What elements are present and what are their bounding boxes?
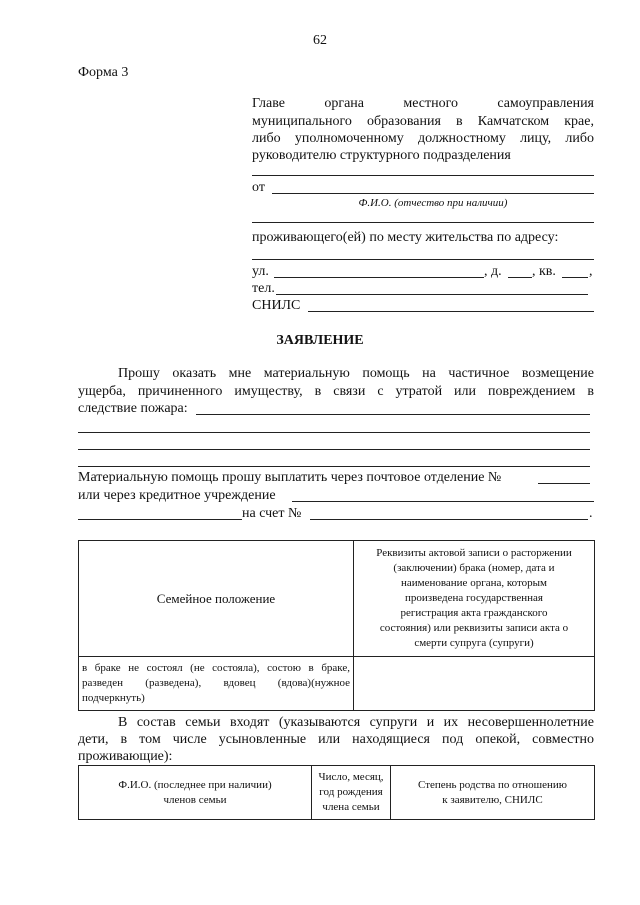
fio-field[interactable]: [272, 193, 594, 194]
snils-field[interactable]: [308, 311, 594, 312]
house-label: , д.: [484, 264, 502, 279]
marital-header-left: Семейное положение: [79, 541, 354, 657]
bank-field-continued[interactable]: [78, 519, 242, 520]
from-label: от: [252, 180, 265, 195]
bank-field[interactable]: [292, 501, 594, 502]
option-line: в браке не состоял (не состояла), состою в браке,: [82, 662, 350, 674]
header-line: наименование органа, которым: [400, 577, 548, 589]
family-line: дети, в том числе усыновленные или находящиеся под опекой, совместно: [78, 732, 594, 747]
header-line: Ф.И.О. (последнее при наличии): [118, 778, 272, 791]
request-line: следствие пожара:: [78, 401, 188, 416]
account-field[interactable]: [310, 519, 588, 520]
form-label: Форма 3: [78, 65, 129, 80]
header-line: члена семьи: [322, 801, 380, 813]
house-field[interactable]: [508, 277, 532, 278]
page-number: 62: [313, 33, 327, 48]
option-line: разведен (разведена), вдовец (вдова)(нужное: [82, 677, 350, 689]
option-line: подчеркнуть): [82, 692, 145, 704]
marital-header-right: [354, 541, 595, 657]
payment-line: или через кредитное учреждение: [78, 488, 276, 503]
header-line: к заявителю, СНИЛС: [442, 793, 543, 806]
marital-status-options[interactable]: [79, 657, 354, 711]
marital-status-table: [78, 540, 595, 711]
header-line: (заключении) брака (номер, дата и: [393, 562, 555, 574]
apt-label: , кв.: [532, 264, 556, 279]
header-line: Степень родства по отношению: [418, 778, 567, 791]
header-line: членов семьи: [163, 793, 227, 806]
street-field[interactable]: [274, 277, 484, 278]
address-field[interactable]: [252, 259, 594, 260]
request-line: Прошу оказать мне материальную помощь на частичное возмещение: [118, 366, 594, 381]
addressee-line: Главе органа местного самоуправления: [252, 96, 594, 111]
addressee-line: муниципального образования в Камчатском крае,: [252, 114, 594, 129]
apt-field[interactable]: [562, 277, 588, 278]
post-office-field[interactable]: [538, 483, 590, 484]
header-line: год рождения: [319, 786, 383, 798]
document-title: ЗАЯВЛЕНИЕ: [276, 333, 364, 348]
family-line: проживающие):: [78, 749, 173, 764]
addressee-line: руководителю структурного подразделения: [252, 148, 511, 163]
family-members-table: [78, 765, 595, 820]
apt-comma: ,: [589, 264, 593, 279]
header-line: состояния) или реквизиты записи акта о: [379, 622, 569, 634]
family-col-relation: [391, 766, 595, 820]
account-label: на счет №: [242, 506, 302, 521]
header-line: смерти супруга (супруги): [414, 637, 534, 649]
damage-field[interactable]: [78, 449, 590, 450]
header-line: регистрация акта гражданского: [400, 607, 548, 619]
family-col-fio: [79, 766, 312, 820]
blank-line: [252, 175, 594, 176]
header-line: Число, месяц,: [318, 771, 384, 783]
blank-line: [252, 222, 594, 223]
street-label: ул.: [252, 264, 269, 279]
family-col-birthdate: [312, 766, 391, 820]
fio-caption: Ф.И.О. (отчество при наличии): [358, 197, 508, 209]
damage-field[interactable]: [196, 414, 590, 415]
marital-record-details-cell[interactable]: [354, 657, 595, 711]
addressee-line: либо уполномоченному должностному лицу, либо: [252, 131, 594, 146]
payment-line: Материальную помощь прошу выплатить через почтовое отделение №: [78, 470, 502, 485]
damage-field[interactable]: [78, 432, 590, 433]
tel-label: тел.: [252, 281, 275, 296]
account-end-dot: .: [589, 506, 593, 521]
tel-field[interactable]: [276, 294, 588, 295]
family-line: В состав семьи входят (указываются супруги и их несовершеннолетние: [118, 715, 594, 730]
residing-label: проживающего(ей) по месту жительства по адресу:: [252, 230, 559, 245]
header-line: Реквизиты актовой записи о расторжении: [376, 547, 572, 559]
damage-field[interactable]: [78, 466, 590, 467]
header-line: произведена государственная: [405, 592, 543, 604]
request-line: ущерба, причиненного имуществу, в связи с утратой или повреждением в: [78, 384, 594, 399]
snils-label: СНИЛС: [252, 298, 301, 313]
